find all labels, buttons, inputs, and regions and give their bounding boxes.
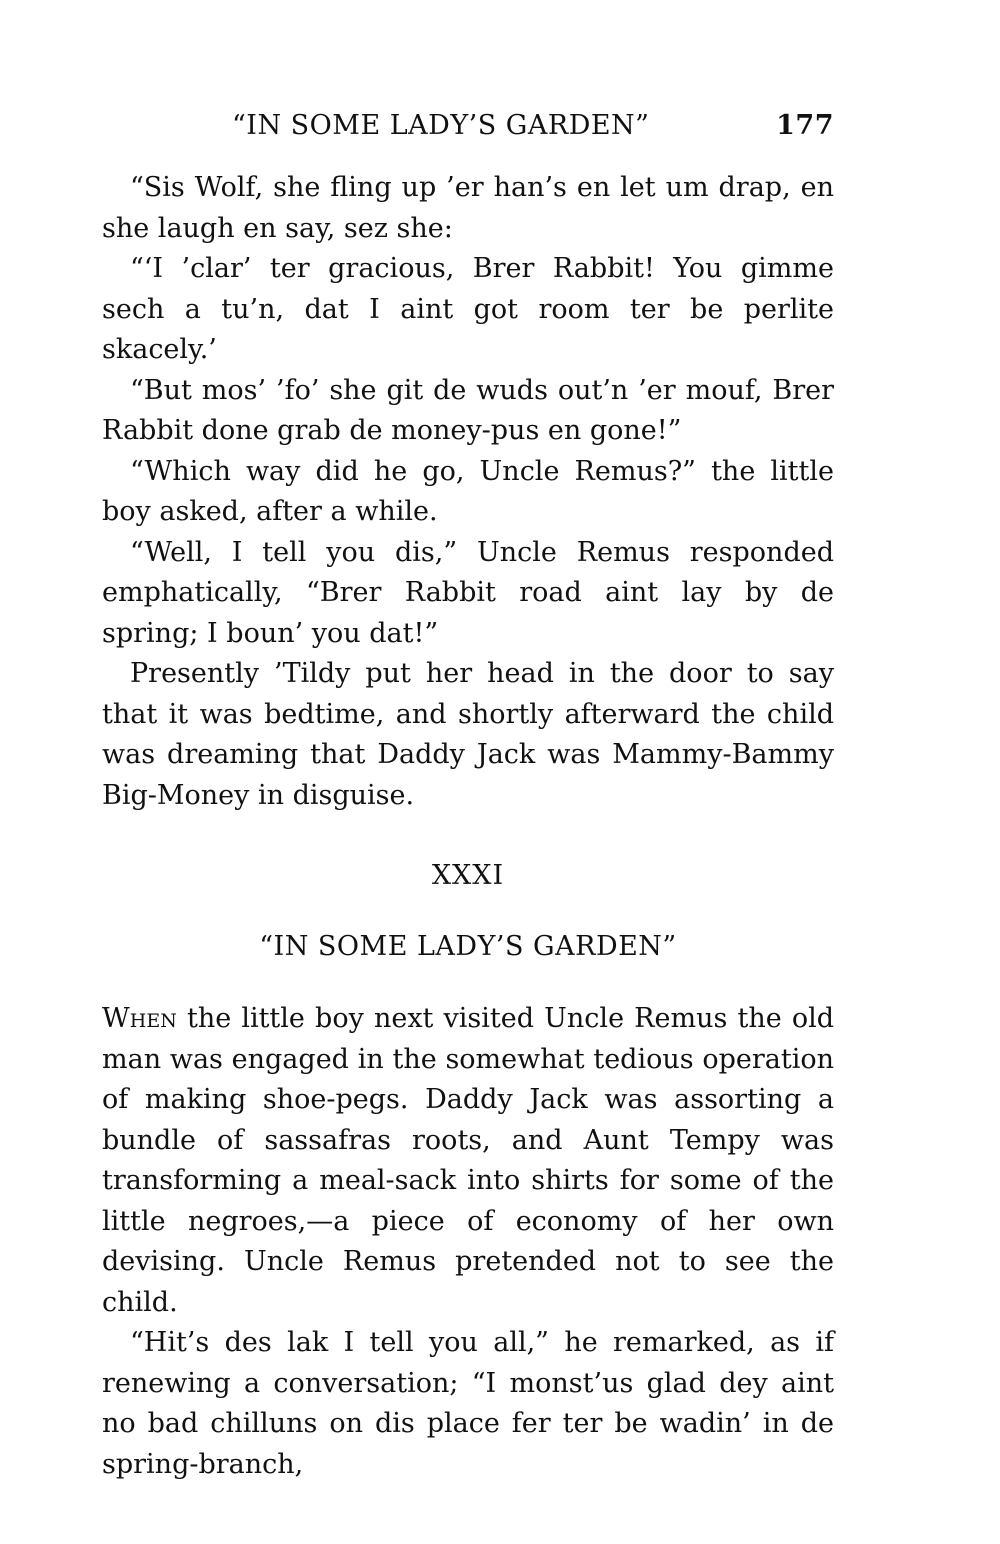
paragraph: “Sis Wolf, she fling up ’er han’s en let um drap, en she laugh en say, sez she:	[102, 172, 834, 244]
body-text	[102, 168, 834, 1485]
chapter-first-paragraph	[102, 999, 834, 1323]
chapter-first-word: When	[102, 1003, 177, 1034]
paragraph: “But mos’ ’fo’ she git de wuds out’n ’er mouf, Brer Rabbit done grab de money-pus en gone!”	[102, 374, 834, 446]
chapter-first-paragraph-text: the little boy next visited Uncle Remus the old man was engaged in the somewhat tedious operation of making shoe-pegs. Daddy Jack was assorting a bundle of sassafras roots, and Aunt Tempy was transforming a meal-sack into shirts for some of the little negroes,—a piece of economy of her own devising. Uncle Remus pretended not to see the child.	[102, 1003, 834, 1318]
chapter-body	[102, 999, 834, 1485]
running-title: “IN SOME LADY’S GARDEN”	[232, 110, 650, 141]
paragraph: “Well, I tell you dis,” Uncle Remus responded emphatically, “Brer Rabbit road aint lay by de spring; I boun’ you dat!”	[102, 536, 834, 649]
chapter-second-paragraph: “Hit’s des lak I tell you all,” he remarked, as if renewing a conversation; “I monst’us glad dey aint no bad chilluns on dis place fer ter be wadin’ in de spring-branch,	[102, 1327, 834, 1480]
paragraph: Presently ’Tildy put her head in the door to say that it was bedtime, and shortly afterward the child was dreaming that Daddy Jack was Mammy-Bammy Big-Money in disguise.	[102, 658, 834, 811]
running-head	[102, 110, 834, 150]
paragraph: “Which way did he go, Uncle Remus?” the little boy asked, after a while.	[102, 455, 834, 527]
chapter-number: XXXI	[431, 860, 505, 891]
chapter-title: “IN SOME LADY’S GARDEN”	[259, 930, 677, 962]
paragraph: “‘I ’clar’ ter gracious, Brer Rabbit! You gimme sech a tu’n, dat I aint got room ter be perlite skacely.’	[102, 253, 834, 365]
page-number: 177	[776, 110, 834, 141]
